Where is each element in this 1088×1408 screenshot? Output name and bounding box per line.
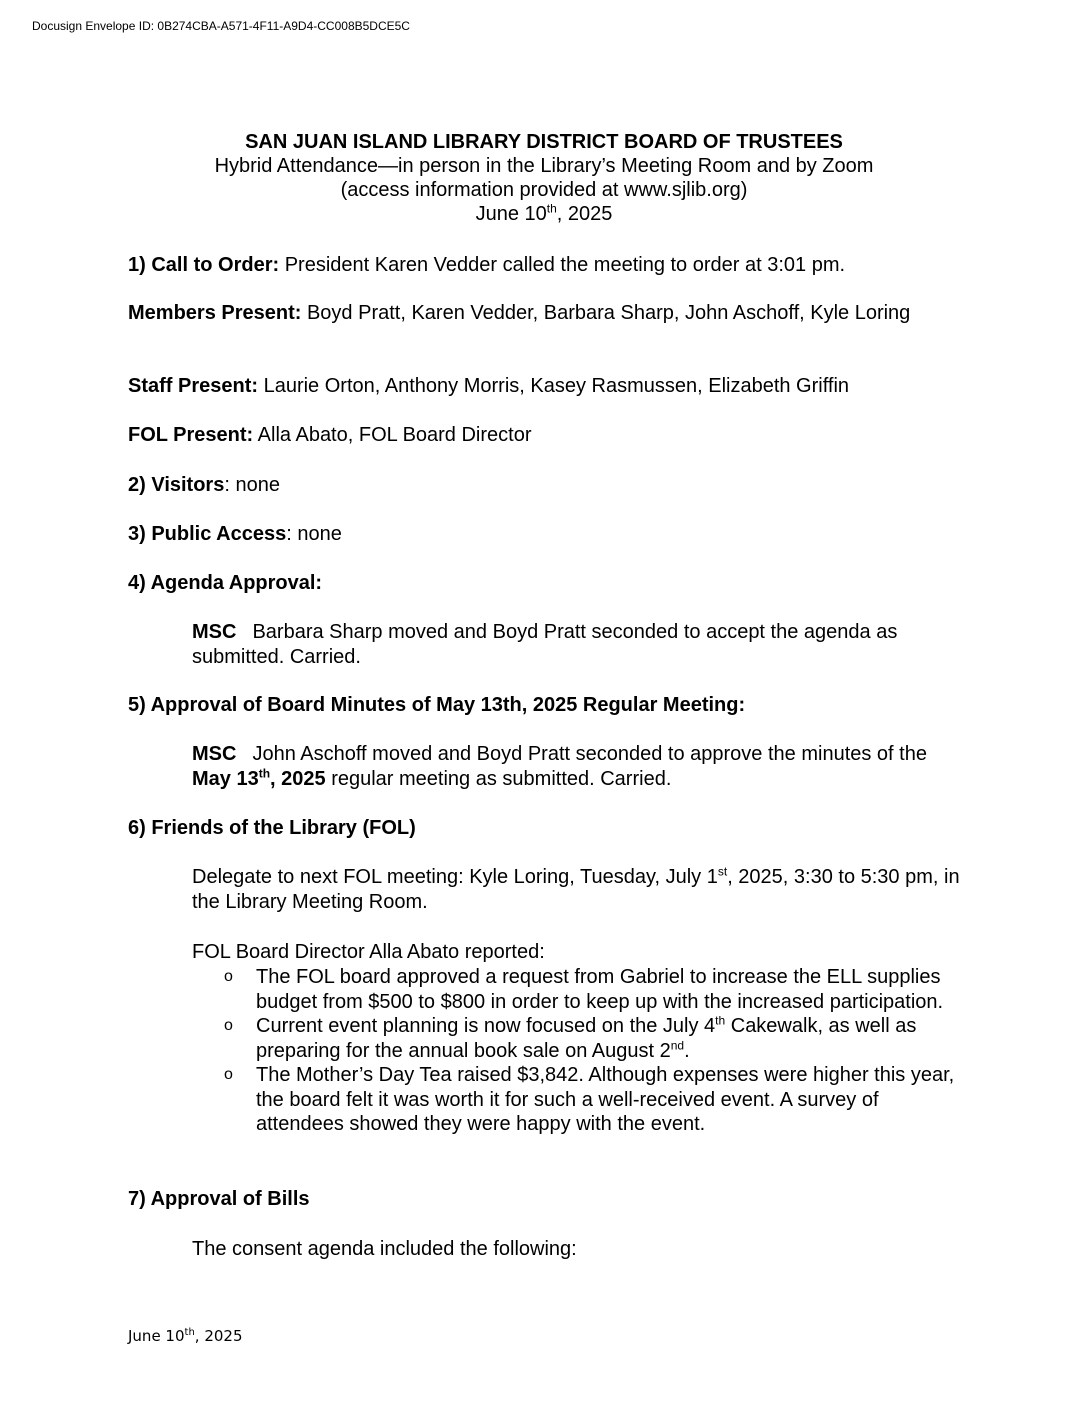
list-item: o The Mother’s Day Tea raised $3,842. Although expenses were higher this year, the board felt it was worth it for such a well-received event. A survey of attendees showed they were happy with the event. bbox=[224, 1064, 955, 1135]
members-present: Members Present: Boyd Pratt, Karen Vedder, Barbara Sharp, John Aschoff, Kyle Loring bbox=[128, 302, 911, 324]
fol-report-intro: FOL Board Director Alla Abato reported: bbox=[192, 941, 545, 963]
agenda-approval-heading: 4) Agenda Approval: bbox=[128, 572, 323, 594]
staff-present: Staff Present: Laurie Orton, Anthony Morris, Kasey Rasmussen, Elizabeth Griffin bbox=[128, 375, 850, 397]
meeting-date: June 10th, 2025 bbox=[475, 201, 613, 225]
bullet-marker: o bbox=[224, 968, 233, 985]
bullet-marker: o bbox=[224, 1066, 233, 1083]
fol-heading: 6) Friends of the Library (FOL) bbox=[128, 817, 416, 839]
agenda-approval-motion: MSC Barbara Sharp moved and Boyd Pratt seconded to accept the agenda as submitted. Carried. bbox=[192, 621, 898, 668]
fol-report-list bbox=[224, 965, 964, 1137]
bullet-marker: o bbox=[224, 1017, 233, 1034]
access-info-line: (access information provided at www.sjlib.org) bbox=[340, 179, 748, 201]
list-item: o The FOL board approved a request from Gabriel to increase the ELL supplies budget from $500 to $800 in order to keep up with the increased participation. bbox=[224, 966, 944, 1013]
bills-text: The consent agenda included the following: bbox=[192, 1238, 577, 1260]
document-header bbox=[0, 130, 1088, 226]
page-footer-date: June 10th, 2025 bbox=[128, 1327, 243, 1345]
visitors: 2) Visitors: none bbox=[128, 474, 280, 496]
minutes-approval-heading: 5) Approval of Board Minutes of May 13th, 2025 Regular Meeting: bbox=[128, 694, 746, 716]
list-item: o Current event planning is now focused on the July 4th Cakewalk, as well as preparing for the annual book sale on August 2nd. bbox=[224, 1013, 917, 1062]
fol-present: FOL Present: Alla Abato, FOL Board Director bbox=[128, 424, 532, 446]
minutes-approval-motion: MSC John Aschoff moved and Boyd Pratt seconded to approve the minutes of the May 13th, 2025 regular meeting as submitted. Carried. bbox=[192, 743, 927, 790]
attendance-line: Hybrid Attendance—in person in the Library’s Meeting Room and by Zoom bbox=[214, 155, 874, 177]
document-title: SAN JUAN ISLAND LIBRARY DISTRICT BOARD OF TRUSTEES bbox=[245, 131, 843, 153]
bills-heading: 7) Approval of Bills bbox=[128, 1188, 310, 1210]
docusign-envelope-id: Docusign Envelope ID: 0B274CBA-A571-4F11-A9D4-CC008B5DCE5C bbox=[32, 19, 410, 33]
fol-delegate: Delegate to next FOL meeting: Kyle Loring, Tuesday, July 1st, 2025, 3:30 to 5:30 pm, in the Library Meeting Room. bbox=[192, 864, 960, 913]
public-access: 3) Public Access: none bbox=[128, 523, 342, 545]
call-to-order: 1) Call to Order: President Karen Vedder called the meeting to order at 3:01 pm. bbox=[128, 254, 846, 276]
